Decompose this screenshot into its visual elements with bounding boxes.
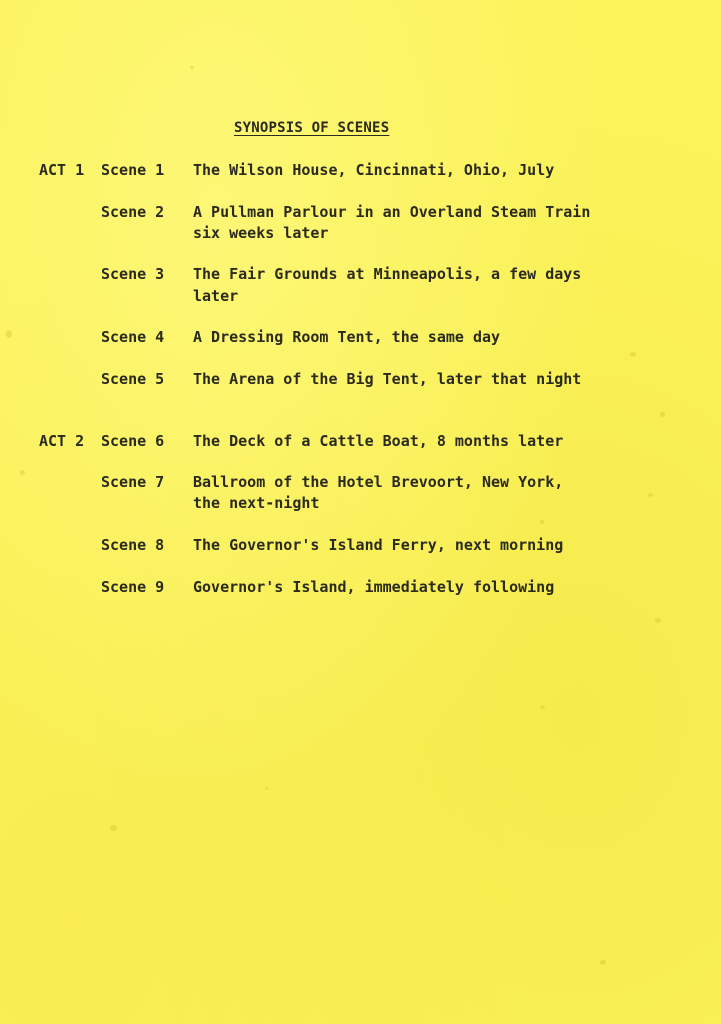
- scene-description: Governor's Island, immediately following: [193, 578, 555, 596]
- paper-stain: [265, 787, 268, 790]
- scene-description-line2: six weeks later: [193, 224, 329, 242]
- paper-stain: [110, 825, 117, 831]
- scene-description-line2: later: [193, 287, 239, 305]
- scene-description-line2: the next-night: [193, 494, 320, 512]
- scene-description: The Arena of the Big Tent, later that night: [193, 370, 582, 388]
- scene-description: A Pullman Parlour in an Overland Steam Train: [193, 203, 591, 221]
- scene-label: Scene 8: [101, 536, 165, 554]
- scene-label: Scene 1: [101, 161, 165, 179]
- scene-description: The Fair Grounds at Minneapolis, a few days: [193, 265, 582, 283]
- scene-description: The Deck of a Cattle Boat, 8 months later: [193, 432, 564, 450]
- paper-stain: [540, 520, 544, 524]
- paper-stain: [540, 705, 545, 709]
- paper-stain: [190, 66, 194, 69]
- scene-label: Scene 3: [101, 265, 165, 283]
- document-title: SYNOPSIS OF SCENES: [234, 120, 390, 136]
- scene-label: Scene 6: [101, 432, 165, 450]
- paper-stain: [600, 960, 606, 965]
- act-label: ACT 1: [39, 161, 85, 179]
- scene-label: Scene 9: [101, 578, 165, 596]
- paper-stain: [630, 352, 636, 357]
- scene-description: The Wilson House, Cincinnati, Ohio, July: [193, 161, 555, 179]
- scene-description: The Governor's Island Ferry, next morning: [193, 536, 564, 554]
- paper-stain: [648, 493, 653, 497]
- paper-stain: [660, 412, 665, 417]
- paper-stain: [20, 470, 25, 475]
- act-label: ACT 2: [39, 432, 85, 450]
- scene-label: Scene 2: [101, 203, 165, 221]
- scene-description: Ballroom of the Hotel Brevoort, New York,: [193, 473, 564, 491]
- scene-label: Scene 4: [101, 328, 165, 346]
- scene-label: Scene 7: [101, 473, 165, 491]
- paper-stain: [6, 330, 12, 338]
- scene-label: Scene 5: [101, 370, 165, 388]
- paper-stain: [655, 618, 661, 623]
- scene-description: A Dressing Room Tent, the same day: [193, 328, 501, 346]
